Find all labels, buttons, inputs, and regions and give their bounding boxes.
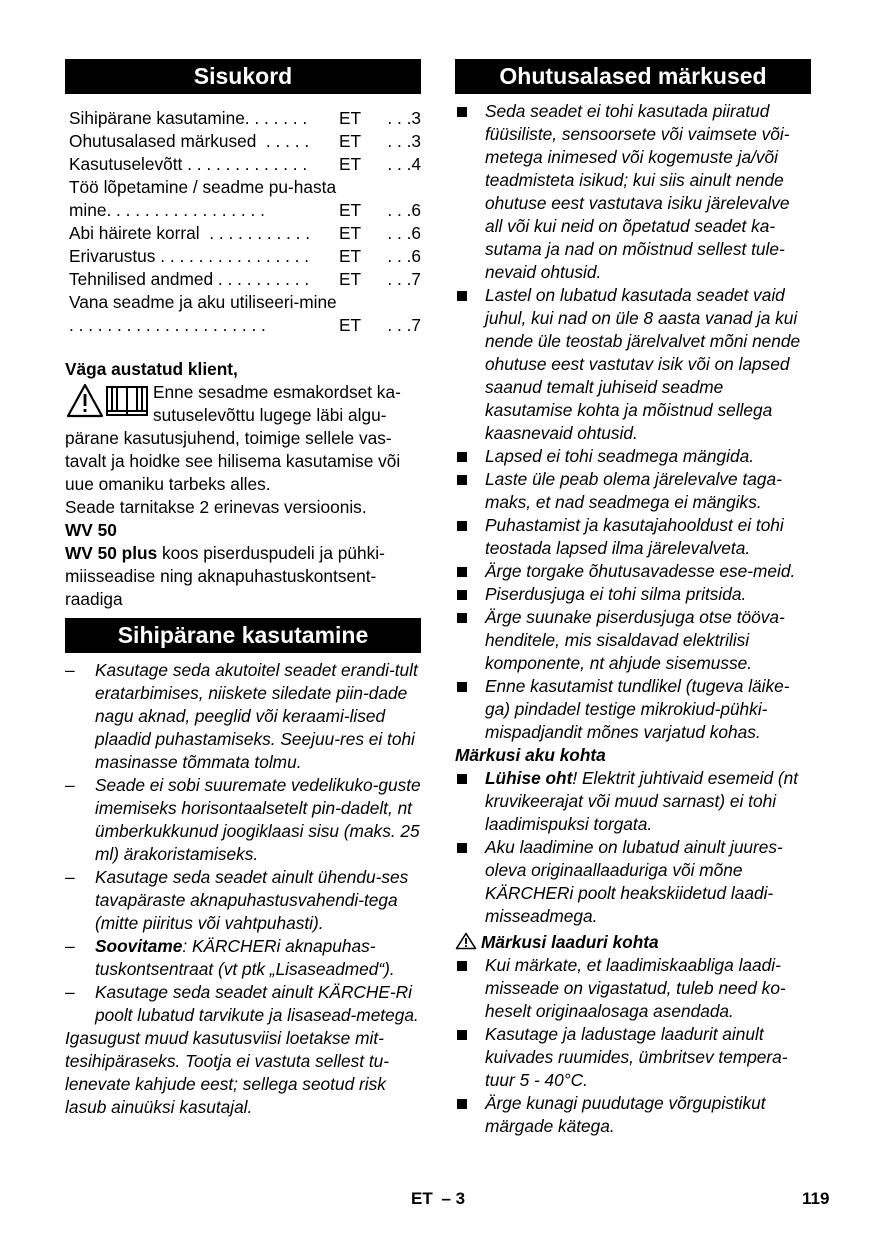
- toc-entry-title: Abi häirete korral . . . . . . . . . . .: [69, 223, 315, 243]
- intro-text-wrapped: Enne sesadme esmakordset ka-sutuselevõttu lugege läbi algu-: [153, 382, 401, 425]
- bullet-square-icon: [457, 682, 467, 692]
- bullet-square-icon: [457, 590, 467, 600]
- list-item: Lühise oht! Elektrit juhtivaid esemeid (nt kruvikeerajat või muud sarnast) ei tohi laadimispuksi torgata.: [455, 767, 811, 836]
- list-item: Seda seadet ei tohi kasutada piiratud füüsiliste, sensoorsete või vaimsete või-metega inimesed või kogemuste ja/või teadmisteta isikud; kui siis ainult nende ohutuse eest vastutava isiku järelevalve all või kui neid on õpetatud seadet ka-sutama ja nad on mõistnud sellest tule-nevaid ohtusid.: [455, 100, 811, 284]
- bullet-square-icon: [457, 961, 467, 971]
- toc-entry-page: . . .3: [387, 108, 421, 128]
- toc-entry-page: . . .4: [387, 154, 421, 174]
- toc-entry-page: . . .6: [387, 200, 421, 220]
- list-item: Piserdusjuga ei tohi silma pritsida.: [455, 583, 811, 606]
- list-item: Ärge suunake piserdusjuga otse tööva-henditele, mis sisaldavad elektrilisi komponente, nt ahjude sisemusse.: [455, 606, 811, 675]
- warning-triangle-icon: [455, 932, 477, 950]
- toc-entry[interactable]: [69, 176, 421, 222]
- toc-entry-page: . . .3: [387, 131, 421, 151]
- intro-text: pärane kasutusjuhend, toimige sellele vas-tavalt ja hoidke see hilisema kasutamise või uue omaniku tarbeks alles.: [65, 428, 401, 494]
- footer-lang: ET: [411, 1189, 433, 1208]
- bullet-square-icon: [457, 567, 467, 577]
- toc-entry[interactable]: [69, 245, 421, 268]
- toc-entry-title: Ohutusalased märkused . . . . .: [69, 131, 314, 151]
- list-item: – Kasutage seda akutoitel seadet erandi-tult eratarbimises, niiskete siledate piin-dade nagu aknad, peeglid või keraami-lised plaadid puhastamiseks. Seejuu-res ei tohi masinasse tõmmata tolmu.: [65, 659, 421, 774]
- toc-entry-lang: ET: [339, 269, 362, 289]
- toc-entry-page: . . .6: [387, 246, 421, 266]
- toc-heading: Sisukord: [65, 59, 421, 94]
- toc-entry[interactable]: [69, 130, 421, 153]
- bullet-square-icon: [457, 452, 467, 462]
- bullet-square-icon: [457, 843, 467, 853]
- charger-notes-heading: Märkusi laaduri kohta: [455, 931, 811, 954]
- charger-notes-list: [455, 954, 811, 1138]
- bullet-square-icon: [457, 1030, 467, 1040]
- table-of-contents: [65, 107, 421, 337]
- version-wv50: WV 50: [65, 520, 117, 540]
- list-item: – Soovitame: KÄRCHERi aknapuhas-tuskontsentraat (vt ptk „Lisaseadmed“).: [65, 935, 421, 981]
- footer-lang-page: [411, 1187, 465, 1210]
- toc-entry-title: Erivarustus . . . . . . . . . . . . . . . .: [69, 246, 314, 266]
- toc-entry-page: . . .7: [387, 315, 421, 335]
- greeting: Väga austatud klient,: [65, 359, 238, 379]
- toc-entry-title: Vana seadme ja aku utiliseeri-mine . . . . . . . . . . . . . . . . . . . . .: [69, 292, 337, 335]
- manual-book-icon: [107, 387, 147, 415]
- list-item: Kui märkate, et laadimiskaabliga laadi-misseade on vigastatud, tuleb need ko-heselt originaalosaga asendada.: [455, 954, 811, 1023]
- list-item: – Kasutage seda seadet ainult ühendu-ses tavapäraste aknapuhastusvahendi-tega (mitte piiritus või vahtpuhasti).: [65, 866, 421, 935]
- safety-list: [455, 100, 811, 744]
- list-item: Lapsed ei tohi seadmega mängida.: [455, 445, 811, 468]
- battery-notes-heading: Märkusi aku kohta: [455, 745, 606, 765]
- intended-use-heading: Sihipärane kasutamine: [65, 618, 421, 653]
- bullet-square-icon: [457, 613, 467, 623]
- toc-entry-page: . . .7: [387, 269, 421, 289]
- intro-with-icons: [65, 381, 421, 427]
- short-circuit-label: Lühise oht: [485, 768, 573, 788]
- list-item: Enne kasutamist tundlikel (tugeva läike-ga) pindadel testige mikrokiud-pühki-mispadjandit mõnes varjatud kohas.: [455, 675, 811, 744]
- toc-entry[interactable]: [69, 107, 421, 130]
- bullet-square-icon: [457, 521, 467, 531]
- customer-intro: [65, 358, 421, 611]
- toc-entry-lang: ET: [339, 315, 362, 335]
- bullet-square-icon: [457, 1099, 467, 1109]
- battery-notes-list: [455, 767, 811, 928]
- left-column: [65, 59, 421, 1119]
- toc-entry-lang: ET: [339, 200, 362, 220]
- list-item: Kasutage ja ladustage laadurit ainult kuivades ruumides, ümbritsev tempera-tuur 5 - 40°C.: [455, 1023, 811, 1092]
- versions-text: Seade tarnitakse 2 erinevas versioonis.: [65, 497, 367, 517]
- toc-entry-page: . . .6: [387, 223, 421, 243]
- toc-entry-lang: ET: [339, 131, 362, 151]
- list-item: – Seade ei sobi suuremate vedelikuko-guste imemiseks horisontaalsetelt pin-dadelt, nt ümberkukkunud joogiklaasi sisu (maks. 25 ml) ärakoristamiseks.: [65, 774, 421, 866]
- toc-entry[interactable]: [69, 153, 421, 176]
- toc-entry-title: Töö lõpetamine / seadme pu-hastamine. . . . . . . . . . . . . . . . .: [69, 177, 337, 220]
- warning-triangle-icon: [65, 381, 153, 427]
- safety-heading: Ohutusalased märkused: [455, 59, 811, 94]
- list-item: Lastel on lubatud kasutada seadet vaid juhul, kui nad on üle 8 aasta vanad ja kui nende üle teostab järelvalvet mõni nende ohutuse eest vastutav isik või on lapsed saanud temalt juhiseid seadme kasutamise kohta ja mõistnud sellega kaasnevaid ohtusid.: [455, 284, 811, 445]
- toc-entry-lang: ET: [339, 154, 362, 174]
- toc-entry-title: Sihipärane kasutamine. . . . . . .: [69, 108, 313, 128]
- list-item: Puhastamist ja kasutajahooldust ei tohi teostada lapsed ilma järelevalveta.: [455, 514, 811, 560]
- bullet-square-icon: [457, 774, 467, 784]
- toc-entry-lang: ET: [339, 246, 362, 266]
- toc-entry-lang: ET: [339, 108, 362, 128]
- intended-use-closing: Igasugust muud kasutusviisi loetakse mit-tesihipäraseks. Tootja ei vastuta sellest tu-lenevate kahjude eest; sellega seotud risk lasub ainuüksi kasutajal.: [65, 1028, 390, 1117]
- toc-entry-title: Kasutuselevõtt . . . . . . . . . . . . .: [69, 154, 312, 174]
- toc-entry[interactable]: [69, 268, 421, 291]
- toc-entry[interactable]: [69, 291, 421, 337]
- bullet-square-icon: [457, 291, 467, 301]
- version-wv50-plus: [65, 542, 421, 611]
- page-number: 119: [802, 1189, 830, 1208]
- warning-manual-icons: [65, 381, 153, 427]
- intended-use-list: [65, 659, 421, 1027]
- list-item: Ärge torgake õhutusavadesse ese-meid.: [455, 560, 811, 583]
- list-item: Aku laadimine on lubatud ainult juures-oleva originaallaaduriga või mõne KÄRCHERi poolt heakskiidetud laadi-misseadmega.: [455, 836, 811, 928]
- toc-entry-lang: ET: [339, 223, 362, 243]
- footer-section-page: – 3: [441, 1189, 466, 1208]
- list-item: Ärge kunagi puudutage võrgupistikut märgade kätega.: [455, 1092, 811, 1138]
- version-wv50-plus-name: WV 50 plus: [65, 543, 158, 563]
- version-wv50-plus-desc: koos piserduspudeli ja pühki-miisseadise ning aknapuhastuskontsent-raadiga: [65, 543, 385, 609]
- list-item: – Kasutage seda seadet ainult KÄRCHE-Ri poolt lubatud tarvikute ja lisasead-metega.: [65, 981, 421, 1027]
- bullet-square-icon: [457, 107, 467, 117]
- recommend-label: Soovitame: [95, 936, 183, 956]
- toc-entry[interactable]: [69, 222, 421, 245]
- right-column: [455, 59, 811, 1138]
- toc-entry-title: Tehnilised andmed . . . . . . . . . .: [69, 269, 314, 289]
- list-item: Laste üle peab olema järelevalve taga-maks, et nad seadmega ei mängiks.: [455, 468, 811, 514]
- bullet-square-icon: [457, 475, 467, 485]
